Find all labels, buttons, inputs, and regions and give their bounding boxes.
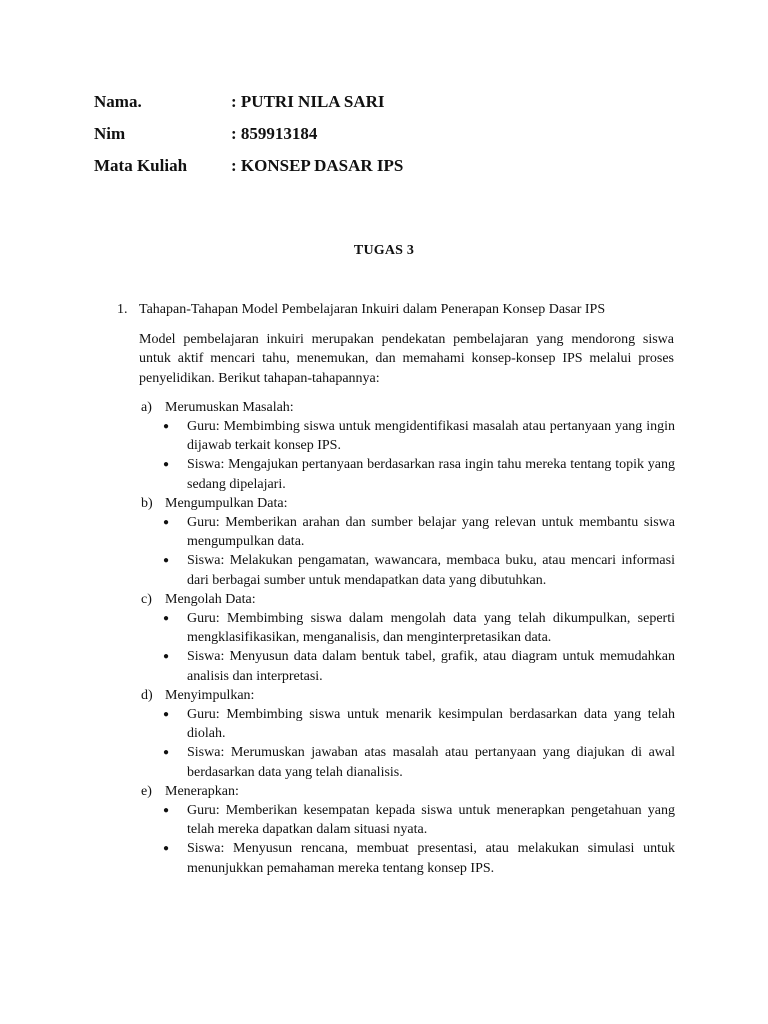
- student-info: [94, 86, 694, 182]
- bullet-item: [162, 743, 677, 781]
- bullet-icon: ●: [163, 651, 170, 663]
- bullet-item: [162, 455, 677, 493]
- intro-paragraph: Model pembelajaran inkuiri merupakan pendekatan pembelajaran yang mendorong siswa untuk aktif mencari tahu, menemukan, dan memahami konsep-konsep IPS melalui proses penyelidikan. Berikut tahapan-tahapannya:: [139, 332, 674, 386]
- bullet-icon: ●: [163, 805, 170, 817]
- step-title: Menyimpulkan:: [165, 687, 255, 703]
- step-heading: [141, 686, 677, 705]
- step-letter: a): [141, 399, 152, 415]
- bullet-text: Guru: Memberikan kesempatan kepada siswa untuk menerapkan pengetahuan yang telah mereka dapatkan dalam situasi nyata.: [187, 803, 675, 838]
- info-row-name: [94, 86, 694, 118]
- name-value: : PUTRI NILA SARI: [231, 92, 385, 111]
- step-heading: [141, 398, 677, 417]
- bullet-text: Guru: Memberikan arahan dan sumber belajar yang relevan untuk membantu siswa mengumpulkan data.: [187, 515, 675, 550]
- step-item: [141, 590, 677, 686]
- bullet-icon: ●: [163, 747, 170, 759]
- step-item: [141, 398, 677, 494]
- bullet-item: [162, 647, 677, 685]
- step-title: Merumuskan Masalah:: [165, 399, 294, 415]
- course-label: Mata Kuliah: [94, 156, 188, 175]
- nim-label: Nim: [94, 124, 126, 143]
- step-heading: [141, 782, 677, 801]
- bullet-icon: ●: [163, 421, 170, 433]
- bullet-item: [162, 417, 677, 455]
- course-value: : KONSEP DASAR IPS: [231, 156, 404, 175]
- step-heading: [141, 590, 677, 609]
- bullet-text: Siswa: Mengajukan pertanyaan berdasarkan rasa ingin tahu mereka tentang topik yang sedang dipelajari.: [187, 457, 675, 492]
- bullet-item: [162, 839, 677, 877]
- step-letter: b): [141, 495, 153, 511]
- bullet-item: [162, 551, 677, 589]
- nim-value: : 859913184: [231, 124, 318, 143]
- bullet-icon: ●: [163, 459, 170, 471]
- steps-list: [141, 398, 677, 878]
- info-row-course: [94, 150, 694, 182]
- step-heading: [141, 494, 677, 513]
- bullet-item: [162, 513, 677, 551]
- document-title: TUGAS 3: [353, 243, 415, 258]
- document-body: [117, 300, 677, 878]
- bullet-text: Guru: Membimbing siswa untuk mengidentifikasi masalah atau pertanyaan yang ingin dijawab terkait konsep IPS.: [187, 419, 675, 454]
- bullet-item: [162, 801, 677, 839]
- bullet-text: Siswa: Menyusun rencana, membuat presentasi, atau melakukan simulasi untuk menunjukkan pemahaman mereka tentang konsep IPS.: [187, 841, 675, 876]
- step-letter: c): [141, 591, 152, 607]
- bullet-text: Guru: Membimbing siswa untuk menarik kesimpulan berdasarkan data yang telah diolah.: [187, 707, 675, 742]
- question-number: 1.: [117, 302, 128, 317]
- bullet-item: [162, 609, 677, 647]
- step-title: Mengolah Data:: [165, 591, 256, 607]
- bullet-text: Siswa: Merumuskan jawaban atas masalah atau pertanyaan yang diajukan di awal berdasarkan data yang telah dianalisis.: [187, 745, 675, 780]
- bullet-text: Siswa: Melakukan pengamatan, wawancara, membaca buku, atau mencari informasi dari berbagai sumber untuk mendapatkan data yang dibutuhkan.: [187, 553, 675, 588]
- step-item: [141, 686, 677, 782]
- bullet-item: [162, 705, 677, 743]
- step-title: Mengumpulkan Data:: [165, 495, 288, 511]
- step-item: [141, 782, 677, 878]
- bullet-icon: ●: [163, 843, 170, 855]
- step-title: Menerapkan:: [165, 783, 239, 799]
- bullet-icon: ●: [163, 709, 170, 721]
- name-label: Nama.: [94, 92, 142, 111]
- step-letter: e): [141, 783, 152, 799]
- step-letter: d): [141, 687, 153, 703]
- bullet-text: Guru: Membimbing siswa dalam mengolah data yang telah dikumpulkan, seperti mengklasifikasikan, menganalisis, dan menginterpretasikan data.: [187, 611, 675, 646]
- bullet-text: Siswa: Menyusun data dalam bentuk tabel, grafik, atau diagram untuk memudahkan analisis dan interpretasi.: [187, 649, 675, 684]
- question-title: Tahapan-Tahapan Model Pembelajaran Inkuiri dalam Penerapan Konsep Dasar IPS: [139, 302, 606, 317]
- bullet-icon: ●: [163, 613, 170, 625]
- info-row-nim: [94, 118, 694, 150]
- question-heading: [117, 300, 677, 319]
- bullet-icon: ●: [163, 555, 170, 567]
- bullet-icon: ●: [163, 517, 170, 529]
- step-item: [141, 494, 677, 590]
